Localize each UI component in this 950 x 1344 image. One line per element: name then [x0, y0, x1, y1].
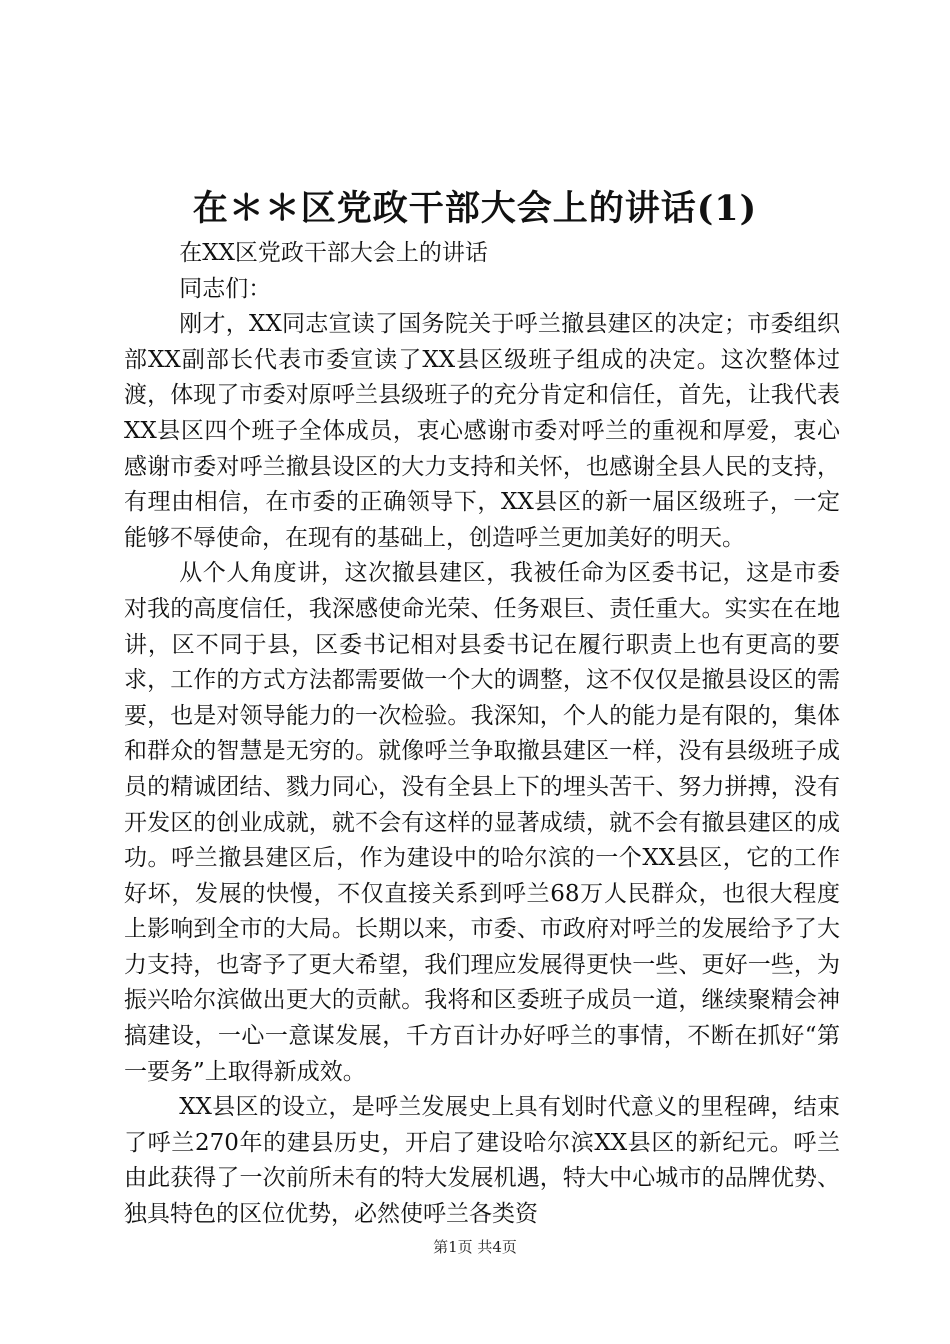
paragraph: 从个人角度讲，这次撤县建区，我被任命为区委书记，这是市委对我的高度信任，我深感使命光荣、任务艰巨、责任重大。实实在在地讲，区不同于县，区委书记相对县委书记在履行职责上也有更高的要求，工作的方式方法都需要做一个大的调整，这不仅仅是撤县设区的需要，也是对领导能力的一次检验。我深知，个人的能力是有限的，集体和群众的智慧是无穷的。就像呼兰争取撤县建区一样，没有县级班子成员的精诚团结、戮力同心，没有全县上下的埋头苦干、努力拼搏，没有开发区的创业成就，就不会有这样的显著成绩，就不会有撤县建区的成功。呼兰撤县建区后，作为建设中的哈尔滨的一个XX县区，它的工作好坏，发展的快慢，不仅直接关系到呼兰68万人民群众，也很大程度上影响到全市的大局。长期以来，市委、市政府对呼兰的发展给予了大力支持，也寄予了更大希望，我们理应发展得更快一些、更好一些，为振兴哈尔滨做出更大的贡献。我将和区委班子成员一道，继续聚精会神搞建设，一心一意谋发展，千方百计办好呼兰的事情，不断在抓好“第一要务”上取得新成效。 [124, 560, 840, 1085]
paragraph-salutation: 同志们： [179, 275, 272, 302]
paragraph: 刚才，XX同志宣读了国务院关于呼兰撤县建区的决定；市委组织部XX副部长代表市委宣读了XX县区级班子组成的决定。这次整体过渡，体现了市委对原呼兰县级班子的充分肯定和信任，首先，让我代表XX县区四个班子全体成员，衷心感谢市委对呼兰的重视和厚爱，衷心感谢市委对呼兰撤县设区的大力支持和关怀，也感谢全县人民的支持，有理由相信，在市委的正确领导下，XX县区的新一届区级班子，一定能够不辱使命，在现有的基础上，创造呼兰更加美好的明天。 [124, 311, 840, 551]
page-footer: 第1页 共4页 [433, 1238, 517, 1256]
document-body [124, 236, 840, 1233]
document-title: 在＊＊区党政干部大会上的讲话(1) [192, 188, 758, 229]
paragraph: XX县区的设立，是呼兰发展史上具有划时代意义的里程碑，结束了呼兰270年的建县历史，开启了建设哈尔滨XX县区的新纪元。呼兰由此获得了一次前所未有的特大发展机遇，特大中心城市的品牌优势、独具特色的区位优势，必然使呼兰各类资 [124, 1094, 840, 1228]
paragraph-heading: 在XX区党政干部大会上的讲话 [179, 240, 488, 266]
